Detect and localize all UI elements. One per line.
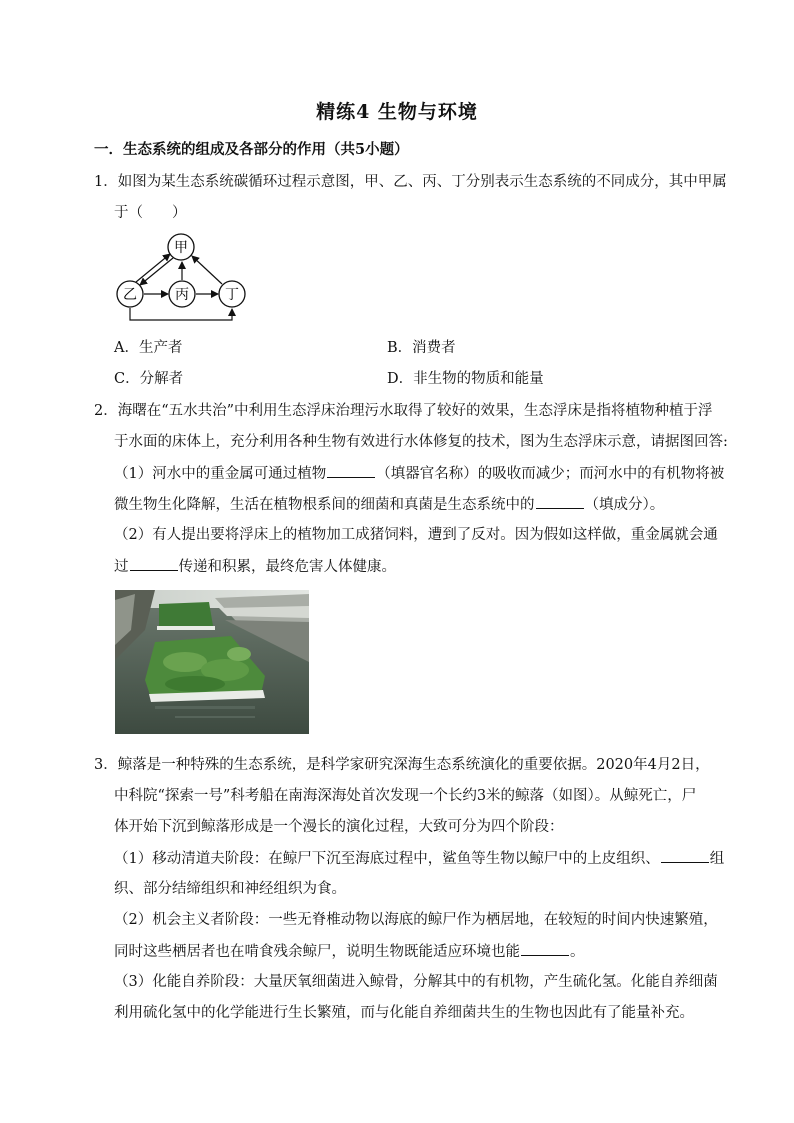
q1-option-a: A．生产者: [114, 340, 183, 356]
answer-blank[interactable]: [327, 463, 375, 478]
q2-part2-text-a: 过: [114, 559, 129, 575]
q3-part1-text-b: 组: [709, 851, 725, 867]
answer-blank[interactable]: [521, 941, 569, 956]
arrow-yi-ding: [130, 308, 232, 320]
floating-bed-photo: [115, 590, 309, 734]
q2-part1-line2: [114, 494, 664, 515]
page-title: 精练4 生物与环境: [316, 101, 478, 123]
q1-option-b: B．消费者: [387, 340, 456, 356]
q2-line1: 2．海曙在“五水共治”中利用生态浮床治理污水取得了较好的效果，生态浮床是指将植物种植于浮: [94, 403, 713, 419]
q2-part1-text-d: （填成分）。: [584, 497, 665, 513]
carbon-cycle-diagram: [110, 228, 255, 328]
q3-part1-text-a: （1）移动清道夫阶段：在鲸尸下沉至海底过程中，鲨鱼等生物以鲸尸中的上皮组织、: [114, 851, 660, 867]
q3-part2-line1: （2）机会主义者阶段：一些无脊椎动物以海底的鲸尸作为栖居地，在较短的时间内快速繁殖，: [114, 912, 718, 928]
q2-part1-text-b: （填器官名称）的吸收而减少；而河水中的有机物将被: [376, 466, 725, 482]
q2-part1-text-c: 微生物生化降解，生活在植物根系间的细菌和真菌是生态系统中的: [114, 497, 535, 513]
q3-part1-line1: [114, 848, 724, 869]
arrow-jia-yi: [140, 258, 173, 285]
answer-blank[interactable]: [661, 848, 709, 863]
q1-option-c: C．分解者: [114, 371, 184, 387]
label-bing: 丙: [175, 287, 189, 303]
q2-part2-text-b: 传递和积累，最终危害人体健康。: [178, 559, 396, 575]
q2-part2-line2: [114, 556, 396, 577]
label-jia: 甲: [174, 240, 188, 256]
q3-line2: 中科院“探索一号”科考船在南海深海处首次发现一个长约3米的鲸落（如图）。从鲸死亡，尸: [114, 788, 697, 804]
answer-blank[interactable]: [536, 494, 584, 509]
q1-line2: 于（ ）: [114, 205, 187, 221]
q3-part3-line2: 利用硫化氢中的化学能进行生长繁殖，而与化能自养细菌共生的生物也因此有了能量补充。: [114, 1005, 694, 1021]
section-heading: 一．生态系统的组成及各部分的作用（共5小题）: [94, 141, 409, 158]
q3-part2-text-b: 。: [570, 944, 585, 960]
q3-line3: 体开始下沉到鲸落形成是一个漫长的演化过程，大致可分为四个阶段：: [114, 819, 564, 835]
q3-part1-line2: 织、部分结缔组织和神经组织为食。: [114, 881, 346, 897]
q3-part2-line2: [114, 941, 585, 962]
q3-part3-line1: （3）化能自养阶段：大量厌氧细菌进入鲸骨，分解其中的有机物，产生硫化氢。化能自养细菌: [114, 974, 718, 990]
q2-line2: 于水面的床体上，充分利用各种生物有效进行水体修复的技术，图为生态浮床示意，请据图回答:: [114, 434, 728, 450]
answer-blank[interactable]: [130, 556, 178, 571]
arrow-ding-jia: [192, 256, 222, 284]
q2-part1-line1: [114, 463, 724, 484]
q3-line1: 3．鲸落是一种特殊的生态系统，是科学家研究深海生态系统演化的重要依据。2020年4月2日，: [94, 757, 710, 773]
label-yi: 乙: [123, 287, 137, 303]
arrow-yi-jia: [136, 254, 170, 282]
label-ding: 丁: [225, 287, 239, 303]
q1-line1: 1．如图为某生态系统碳循环过程示意图，甲、乙、丙、丁分别表示生态系统的不同成分，其中甲属: [94, 174, 727, 190]
q2-part1-text-a: （1）河水中的重金属可通过植物: [114, 466, 327, 482]
q1-option-d: D．非生物的物质和能量: [387, 371, 544, 387]
q3-part2-text-a: 同时这些栖居者也在啃食残余鲸尸，说明生物既能适应环境也能: [114, 944, 520, 960]
q2-part2-line1: （2）有人提出要将浮床上的植物加工成猪饲料，遭到了反对。因为假如这样做，重金属就会通: [114, 527, 718, 543]
